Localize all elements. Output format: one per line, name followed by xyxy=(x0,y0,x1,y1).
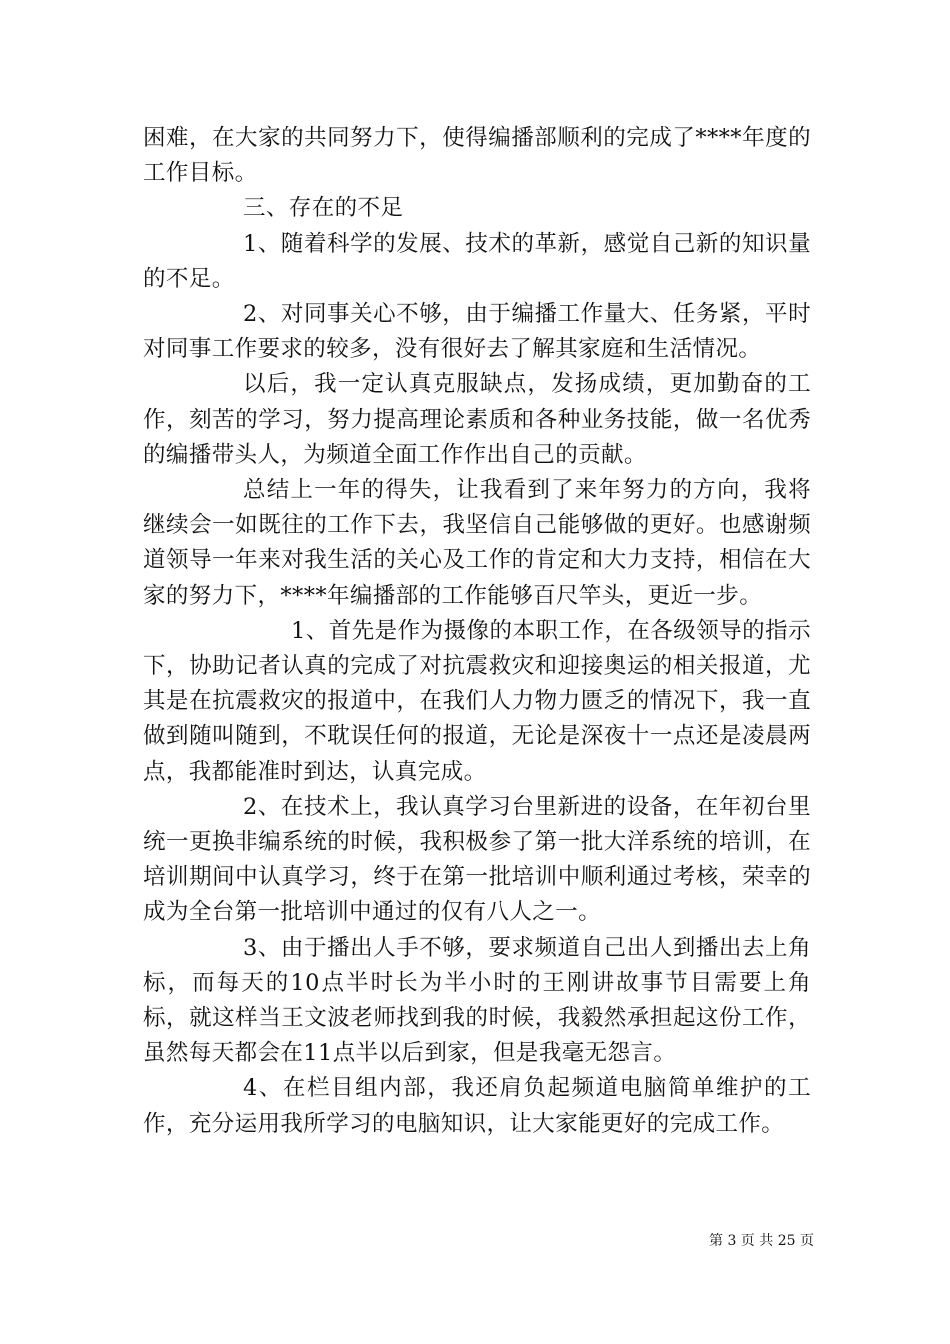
paragraph: 2、在技术上，我认真学习台里新进的设备，在年初台里统一更换非编系统的时候，我积极参了第一批大洋系统的培训，在培训期间中认真学习，终于在第一批培训中顺利通过考核，荣幸的成为全台第一批培训中通过的仅有八人之一。 xyxy=(143,793,811,926)
paragraph: 1、随着科学的发展、技术的革新，感觉自己新的知识量的不足。 xyxy=(143,230,811,292)
paragraph-continuation: 困难，在大家的共同努力下，使得编播部顺利的完成了****年度的工作目标。 xyxy=(143,125,811,187)
paragraph: 以后，我一定认真克服缺点，发扬成绩，更加勤奋的工作，刻苦的学习，努力提高理论素质和各种业务技能，做一名优秀的编播带头人，为频道全面工作作出自己的贡献。 xyxy=(143,371,811,468)
paragraph: 2、对同事关心不够，由于编播工作量大、任务紧，平时对同事工作要求的较多，没有很好去了解其家庭和生活情况。 xyxy=(143,301,811,363)
paragraph: 4、在栏目组内部，我还肩负起频道电脑简单维护的工作，充分运用我所学习的电脑知识，让大家能更好的完成工作。 xyxy=(143,1075,811,1137)
paragraph: 1、首先是作为摄像的本职工作，在各级领导的指示下，协助记者认真的完成了对抗震救灾和迎接奥运的相关报道，尤其是在抗震救灾的报道中，在我们人力物力匮乏的情况下，我一直做到随叫随到，不耽误任何的报道，无论是深夜十一点还是凌晨两点，我都能准时到达，认真完成。 xyxy=(143,617,811,785)
document-body xyxy=(143,121,811,1142)
paragraph: 总结上一年的得失，让我看到了来年努力的方向，我将继续会一如既往的工作下去，我坚信自己能够做的更好。也感谢频道领导一年来对我生活的关心及工作的肯定和大力支持，相信在大家的努力下，****年编播部的工作能够百尺竿头，更近一步。 xyxy=(143,477,811,609)
paragraph: 3、由于播出人手不够，要求频道自己出人到播出去上角标，而每天的10点半时长为半小时的王刚讲故事节目需要上角标，就这样当王文波老师找到我的时候，我毅然承担起这份工作，虽然每天都会在11点半以后到家，但是我毫无怨言。 xyxy=(143,934,811,1067)
page-number-footer: 第 3 页 共 25 页 xyxy=(709,1233,814,1249)
section-heading: 三、存在的不足 xyxy=(243,195,404,222)
